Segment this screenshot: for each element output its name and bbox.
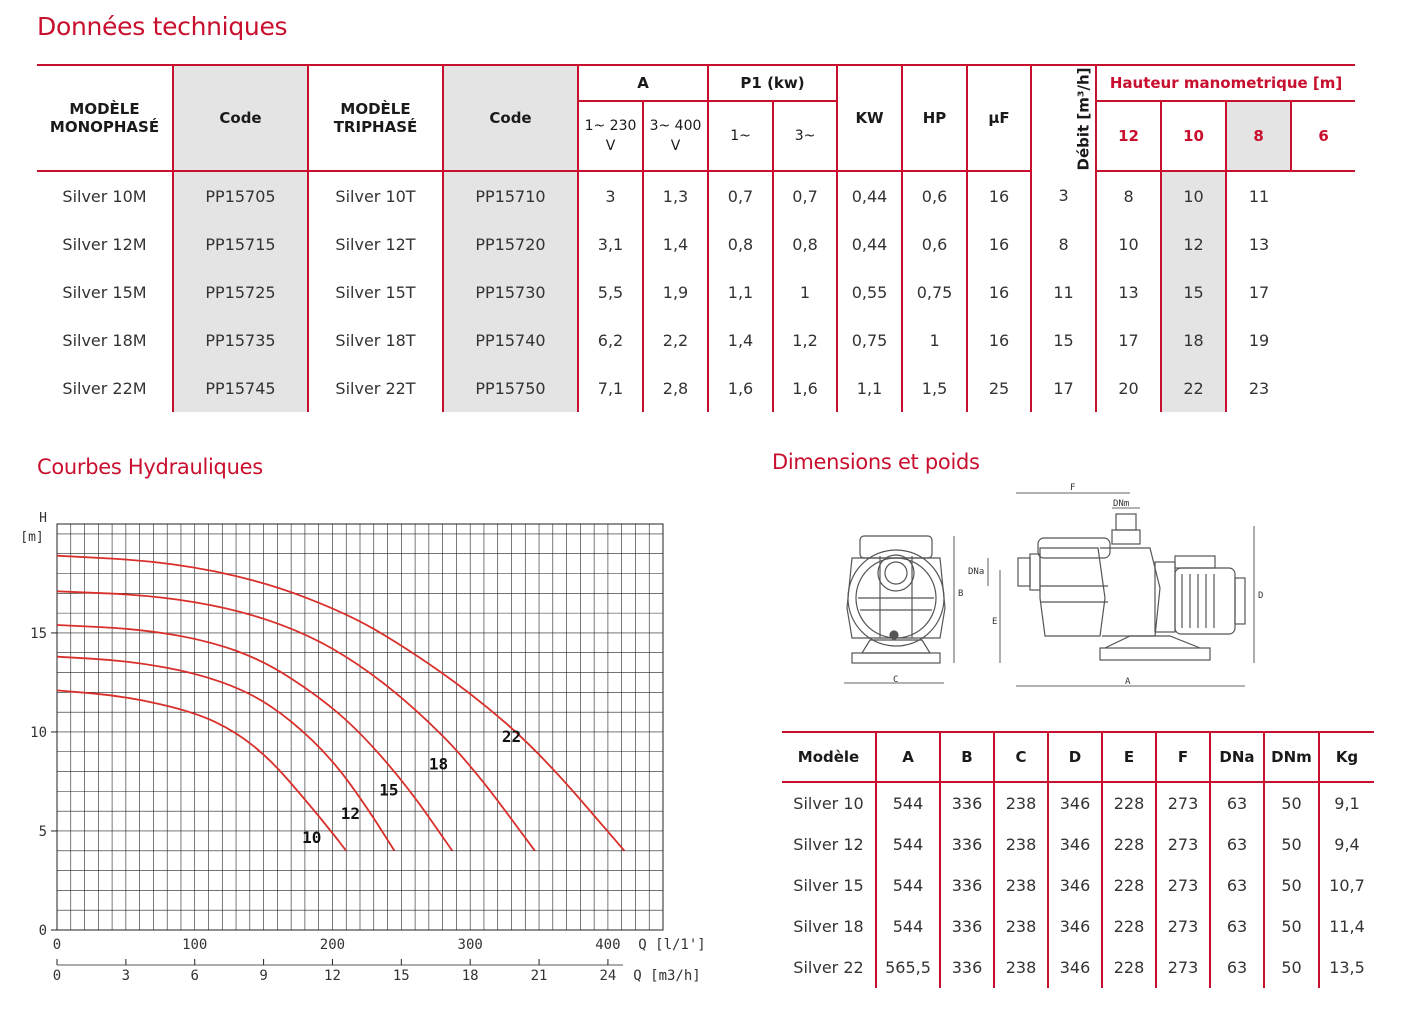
dim-table-cell: 63 [1210,824,1264,865]
series-label-15: 15 [379,780,399,800]
table-cell: Silver 12M [37,220,173,268]
header-p1: P1 (kw) [708,65,837,101]
table-cell: 11 [1248,186,1270,206]
dim-table-cell: 11,4 [1329,917,1365,936]
pump-side-view [1018,514,1245,660]
series-label-12: 12 [340,804,360,824]
tech-table [37,64,1355,412]
table-cell: PP15730 [443,268,578,316]
dim-table-cell: Silver 15 [782,865,876,906]
header-h8: 8 [1226,101,1291,171]
dim-table-cell: 346 [1048,947,1102,988]
dim-table-cell: 9,4 [1334,835,1360,854]
x-tick-label-m3h: 21 [530,968,548,984]
x-tick-label-lpm: 0 [52,937,62,953]
table-cell: 1,2 [773,316,837,364]
table-cell: 2,2 [643,316,708,364]
table-cell: Silver 22M [37,364,173,412]
table-cell: 20 [1096,364,1161,412]
table-cell: PP15735 [173,316,308,364]
dim-table-cell: 544 [876,824,940,865]
x-axis-label-m3h: Q [m3/h] [633,968,701,984]
dim-table-cell: 50 [1264,906,1319,947]
table-cell: 16 [967,268,1031,316]
header-a: A [578,65,708,101]
table-cell: PP15725 [173,268,308,316]
table-cell: Silver 15M [37,268,173,316]
table-cell: 0,6 [902,220,967,268]
dimensions-title: Dimensions et poids [772,450,980,474]
table-cell: PP15745 [173,364,308,412]
table-cell: 1,9 [643,268,708,316]
table-cell: 13 [1248,234,1270,254]
x-tick-label-m3h: 18 [461,968,479,984]
dim-table-row [782,947,1374,988]
dim-table-cell: 228 [1102,947,1156,988]
dim-table-cell: 273 [1156,782,1210,824]
dim-table-cell: 63 [1210,782,1264,824]
dim-table-cell: 10,7 [1329,876,1365,895]
header-kw: KW [837,65,902,171]
header-p1-3: 3~ [773,101,837,171]
dim-header-cell: E [1102,732,1156,782]
table-cell: 10 [1096,220,1161,268]
table-cell: 2,8 [643,364,708,412]
x-tick-label-lpm: 400 [595,937,621,953]
dim-table-row [782,824,1374,865]
dim-table-cell: 336 [940,824,994,865]
table-cell: PP15710 [443,171,578,220]
table-cell: 6,2 [578,316,643,364]
table-cell: 16 [967,316,1031,364]
dim-table-cell: 50 [1264,782,1319,824]
table-cell: 22 [1161,364,1226,412]
header-h6: 6 [1291,101,1355,171]
dim-table-cell: 336 [940,782,994,824]
dim-table-cell: 238 [994,824,1048,865]
table-cell: 7,1 [578,364,643,412]
dim-table-cell: 565,5 [876,947,940,988]
table-cell: 0,44 [837,220,902,268]
table-cell: 17 [1248,282,1270,302]
header-debit [1031,65,1096,171]
dim-table-cell: 273 [1156,865,1210,906]
dim-header-cell: A [876,732,940,782]
table-cell: Silver 18M [37,316,173,364]
table-cell: 18 [1161,316,1226,364]
table-cell: PP15720 [443,220,578,268]
table-cell: 1,1 [708,268,773,316]
tech-title: Données techniques [37,12,288,41]
header-code: Code [173,65,308,171]
table-cell: 19 [1248,330,1270,350]
dim-table-cell: Silver 10 [782,782,876,824]
dim-header-cell: DNm [1264,732,1319,782]
table-cell: 1 [773,268,837,316]
table-cell: 17 [1096,316,1161,364]
table-cell: 8 [1096,171,1161,220]
table-cell: 15 [1031,316,1096,364]
table-cell: Silver 22T [308,364,443,412]
chart-text [20,511,705,984]
header-p1-1: 1~ [708,101,773,171]
dim-table-cell: Silver 12 [782,824,876,865]
table-cell: 1,4 [643,220,708,268]
x-tick-label-lpm: 100 [182,937,208,953]
table-cell: Silver 10T [308,171,443,220]
table-cell: 11 [1031,268,1096,316]
table-cell: 3 [1031,171,1096,220]
dim-table-row [782,782,1374,824]
table-cell: 0,8 [708,220,773,268]
y-tick-label: 10 [30,724,47,741]
dim-table-cell: 50 [1264,947,1319,988]
dim-header-cell: D [1048,732,1102,782]
table-cell: 1,3 [643,171,708,220]
pump-front-view [847,536,945,663]
series-label-22: 22 [501,726,522,746]
dim-table-cell: 346 [1048,865,1102,906]
x-tick-label-m3h: 0 [52,968,62,984]
dim-label-b: B [958,589,964,599]
dim-table-row [782,865,1374,906]
dim-table-cell: 346 [1048,782,1102,824]
table-cell: 0,75 [902,268,967,316]
table-cell: PP15750 [443,364,578,412]
series-label-18: 18 [428,754,449,774]
table-cell: 1,5 [902,364,967,412]
pump-drawing [830,478,1280,693]
dim-label-d: D [1258,591,1264,601]
dim-table-cell: 346 [1048,824,1102,865]
x-tick-label-m3h: 6 [190,968,199,984]
chart-grid [57,524,663,930]
dim-table-cell: 63 [1210,906,1264,947]
dim-table-cell: 273 [1156,906,1210,947]
table-row [37,268,1355,316]
table-cell: Silver 12T [308,220,443,268]
table-cell: 25 [967,364,1031,412]
dim-table-cell: 336 [940,906,994,947]
dim-table-cell: 228 [1102,906,1156,947]
dim-table-cell: 228 [1102,824,1156,865]
table-cell: 16 [967,220,1031,268]
table-row [37,220,1355,268]
dimensions-table [782,731,1374,988]
table-cell: 16 [967,171,1031,220]
dim-table-cell: 238 [994,947,1048,988]
dim-label-f: F [1070,483,1076,493]
x-tick-label-m3h: 24 [599,968,617,984]
x-tick-label-m3h: 15 [392,968,410,984]
curves-title: Courbes Hydrauliques [37,455,263,479]
dim-table-cell: 228 [1102,865,1156,906]
series-label-10: 10 [302,827,322,847]
table-cell: PP15740 [443,316,578,364]
dim-table-cell: 238 [994,865,1048,906]
x-tick-label-m3h: 9 [259,968,268,984]
dim-table-cell: Silver 18 [782,906,876,947]
header-h12: 12 [1096,101,1161,171]
dim-table-cell: Silver 22 [782,947,876,988]
y-tick-label: 0 [38,923,47,939]
dim-table-cell: 544 [876,865,940,906]
header-hp: HP [902,65,967,171]
table-cell: 1,6 [708,364,773,412]
hydraulic-chart [0,500,740,1000]
dim-table-cell: 273 [1156,947,1210,988]
dim-table-cell: 50 [1264,824,1319,865]
table-cell: 0,7 [773,171,837,220]
dim-table-cell: 346 [1048,906,1102,947]
table-cell: 15 [1161,268,1226,316]
x-tick-label-lpm: 200 [319,937,346,953]
table-cell: 1,1 [837,364,902,412]
header-a-3: 3~ 400 V [643,101,708,171]
dim-table-cell: 13,5 [1329,958,1365,977]
dim-label-a: A [1125,677,1131,687]
header-model-tri: MODÈLE TRIPHASÉ [308,65,443,171]
table-cell: 0,6 [902,171,967,220]
table-cell: 10 [1161,171,1226,220]
table-cell: 3,1 [578,220,643,268]
y-tick-label: 15 [30,625,47,642]
dim-header-cell: F [1156,732,1210,782]
dim-table-cell: 238 [994,782,1048,824]
y-axis-label: H [39,511,47,526]
header-uf: µF [967,65,1031,171]
table-row [37,316,1355,364]
dim-label-c: C [893,675,899,685]
dim-table-cell: 238 [994,906,1048,947]
table-row [37,171,1355,220]
table-cell: 17 [1031,364,1096,412]
y-tick-label: 5 [38,823,47,840]
x-tick-label-lpm: 300 [457,937,483,953]
dimension-lines [844,493,1254,686]
table-cell: 8 [1031,220,1096,268]
dim-table-cell: 336 [940,947,994,988]
header-hauteur: Hauteur manometrique [m] [1096,65,1355,101]
series-line-10 [57,690,346,850]
dim-header-cell: C [994,732,1048,782]
table-cell: PP15705 [173,171,308,220]
table-cell: 5,5 [578,268,643,316]
table-cell: 13 [1096,268,1161,316]
header-a-1: 1~ 230 V [578,101,643,171]
dim-table-row [782,906,1374,947]
table-cell: 0,8 [773,220,837,268]
dim-header-cell: Modèle [782,732,876,782]
dim-label-dnm: DNm [1113,499,1130,509]
table-cell: 3 [578,171,643,220]
dim-table-cell: 63 [1210,865,1264,906]
dim-header-cell: Kg [1319,732,1374,782]
table-cell: PP15715 [173,220,308,268]
header-code-2: Code [443,65,578,171]
dim-header-cell: B [940,732,994,782]
table-cell: 1 [902,316,967,364]
debit-label: Débit [m³/h] [1074,67,1093,170]
dim-table-cell: 273 [1156,824,1210,865]
table-cell: 0,44 [837,171,902,220]
dim-table-cell: 228 [1102,782,1156,824]
dim-header-cell: DNa [1210,732,1264,782]
table-cell: Silver 15T [308,268,443,316]
header-model-mono: MODÈLE MONOPHASÉ [37,65,173,171]
chart-axes [51,633,623,965]
table-cell: 12 [1161,220,1226,268]
x-tick-label-m3h: 3 [121,968,131,984]
dim-table-cell: 336 [940,865,994,906]
table-cell: 23 [1248,378,1270,398]
dim-table-cell: 544 [876,782,940,824]
dim-table-cell: 544 [876,906,940,947]
table-cell: 0,55 [837,268,902,316]
x-axis-label-lpm: Q [l/1'] [638,937,706,953]
dim-label-dna: DNa [968,567,985,577]
dim-table-cell: 9,1 [1334,794,1360,813]
y-axis-unit: [m] [20,530,44,545]
series-line-15 [57,625,452,851]
table-cell: 0,7 [708,171,773,220]
table-cell: Silver 18T [308,316,443,364]
table-cell: Silver 10M [37,171,173,220]
table-cell: 1,4 [708,316,773,364]
series-line-18 [57,591,535,850]
table-cell: 0,75 [837,316,902,364]
dim-table-cell: 50 [1264,865,1319,906]
x-tick-label-m3h: 12 [324,968,341,984]
table-cell: 1,6 [773,364,837,412]
table-row [37,364,1355,412]
header-h10: 10 [1161,101,1226,171]
dim-table-cell: 63 [1210,947,1264,988]
dim-label-e: E [992,617,998,627]
